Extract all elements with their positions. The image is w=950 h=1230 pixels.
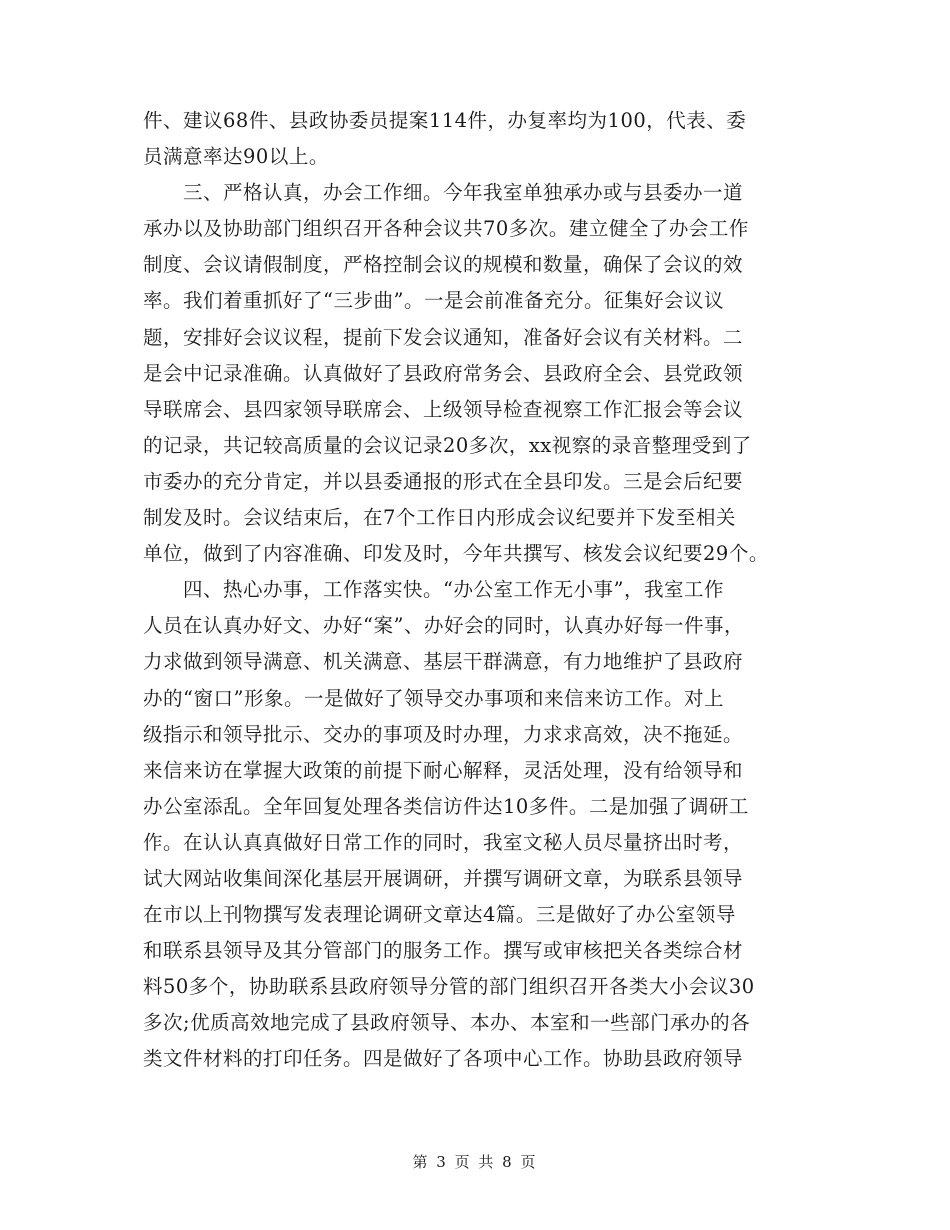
text-line: 试大网站收集间深化基层开展调研，并撰写调研文章，为联系县领导 <box>143 866 744 890</box>
text-line: 力求做到领导满意、机关满意、基层干群满意，有力地维护了县政府 <box>143 650 744 674</box>
text-line: 制度、会议请假制度，严格控制会议的规模和数量，确保了会议的效 <box>143 253 744 277</box>
text-line: 来信来访在掌握大政策的前提下耐心解释，灵活处理，没有给领导和 <box>143 758 744 782</box>
text-line: 承办以及协助部门组织召开各种会议共70多次。建立健全了办会工作 <box>143 217 749 241</box>
text-line: 人员在认真办好文、办好“案”、办好会的同时，认真办好每一件事， <box>143 614 744 638</box>
page-number-footer: 第 3 页 共 8 页 <box>412 1153 538 1171</box>
text-line: 类文件材料的打印任务。四是做好了各项中心工作。协助县政府领导 <box>143 1047 744 1071</box>
text-line: 四、热心办事，工作落实快。“办公室工作无小事”，我室工作 <box>183 578 724 602</box>
text-line: 员满意率达90以上。 <box>143 145 329 169</box>
text-line: 单位，做到了内容准确、印发及时，今年共撰写、核发会议纪要29个。 <box>143 542 769 566</box>
text-line: 多次;优质高效地完成了县政府领导、本办、本室和一些部门承办的各 <box>143 1011 751 1035</box>
text-line: 办的“窗口”形象。一是做好了领导交办事项和来信来访工作。对上 <box>143 686 724 710</box>
text-line: 是会中记录准确。认真做好了县政府常务会、县政府全会、县党政领 <box>143 361 744 385</box>
text-line: 市委办的充分肯定，并以县委通报的形式在全县印发。三是会后纪要 <box>143 469 744 493</box>
text-line: 三、严格认真，办会工作细。今年我室单独承办或与县委办一道 <box>183 181 744 205</box>
text-line: 作。在认认真真做好日常工作的同时，我室文秘人员尽量挤出时考， <box>143 830 744 854</box>
text-line: 办公室添乱。全年回复处理各类信访件达10多件。二是加强了调研工 <box>143 794 749 818</box>
text-line: 件、建议68件、县政协委员提案114件，办复率均为100，代表、委 <box>143 109 747 132</box>
text-line: 的记录，共记较高质量的会议记录20多次，xx视察的录音整理受到了 <box>143 433 752 457</box>
text-line: 和联系县领导及其分管部门的服务工作。撰写或审核把关各类综合材 <box>143 939 744 963</box>
text-line: 题，安排好会议议程，提前下发会议通知，准备好会议有关材料。二 <box>143 325 744 349</box>
text-line: 料50多个，协助联系县政府领导分管的部门组织召开各类大小会议30 <box>143 975 755 999</box>
text-line: 级指示和领导批示、交办的事项及时办理，力求求高效，决不拖延。 <box>143 722 744 746</box>
text-line: 率。我们着重抓好了“三步曲”。一是会前准备充分。征集好会议议 <box>143 289 724 313</box>
text-line: 在市以上刊物撰写发表理论调研文章达4篇。三是做好了办公室领导 <box>143 903 736 927</box>
text-line: 制发及时。会议结束后，在7个工作日内形成会议纪要并下发至相关 <box>143 506 736 530</box>
document-body <box>143 103 803 1078</box>
text-line: 导联席会、县四家领导联席会、上级领导检查视察工作汇报会等会议 <box>143 397 744 421</box>
